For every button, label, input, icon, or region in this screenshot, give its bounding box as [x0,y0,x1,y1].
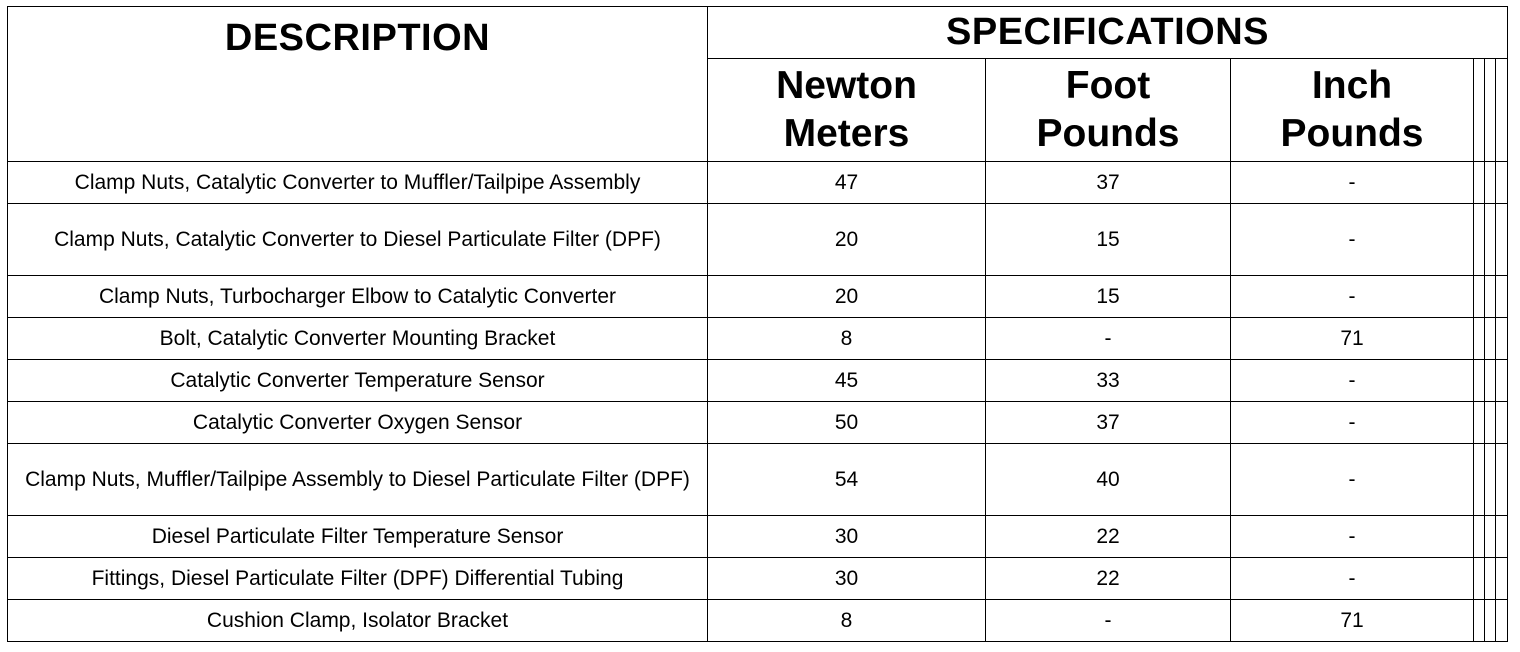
inch-pounds-value: - [1231,276,1474,318]
blank-column [1485,516,1496,558]
blank-column [1496,444,1508,516]
blank-column [1496,204,1508,276]
inch-pounds-value: - [1231,360,1474,402]
blank-column [1496,360,1508,402]
blank-column [1474,558,1485,600]
newton-meters-value: 45 [708,360,986,402]
table-row [8,162,1508,204]
foot-pounds-value: 22 [986,558,1231,600]
torque-spec-table [7,6,1508,642]
foot-pounds-value: 33 [986,360,1231,402]
newton-meters-value: 50 [708,402,986,444]
row-description: Fittings, Diesel Particulate Filter (DPF) Differential Tubing [8,558,708,600]
header-row-top [8,7,1508,59]
blank-column [1474,162,1485,204]
inch-pounds-header [1231,59,1474,162]
blank-column [1485,600,1496,642]
inch-pounds-value: 71 [1231,600,1474,642]
blank-column [1485,444,1496,516]
blank-column [1496,600,1508,642]
foot-pounds-value: 40 [986,444,1231,516]
inch-pounds-value: - [1231,516,1474,558]
blank-column [1496,402,1508,444]
blank-column [1474,516,1485,558]
table-row [8,204,1508,276]
foot-pounds-value: - [986,600,1231,642]
newton-meters-value: 8 [708,600,986,642]
newton-meters-value: 30 [708,558,986,600]
row-description: Clamp Nuts, Turbocharger Elbow to Catalytic Converter [8,276,708,318]
specifications-header: SPECIFICATIONS [708,7,1508,59]
blank-column [1485,162,1496,204]
blank-column [1474,600,1485,642]
unit-line: Newton [776,64,917,107]
unit-line: Inch [1311,64,1393,107]
blank-column [1496,59,1508,162]
foot-pounds-value: 15 [986,276,1231,318]
blank-column [1485,360,1496,402]
description-header: DESCRIPTION [8,7,708,162]
newton-meters-value: 30 [708,516,986,558]
inch-pounds-value: - [1231,402,1474,444]
blank-column [1496,558,1508,600]
newton-meters-value: 20 [708,204,986,276]
blank-column [1496,162,1508,204]
blank-column [1474,444,1485,516]
row-description: Bolt, Catalytic Converter Mounting Bracket [8,318,708,360]
foot-pounds-header [986,59,1231,162]
newton-meters-value: 8 [708,318,986,360]
inch-pounds-value: - [1231,558,1474,600]
blank-column [1474,360,1485,402]
foot-pounds-value: 15 [986,204,1231,276]
newton-meters-header [708,59,986,162]
row-description: Clamp Nuts, Muffler/Tailpipe Assembly to Diesel Particulate Filter (DPF) [8,444,708,516]
table-row [8,318,1508,360]
table-row [8,558,1508,600]
foot-pounds-value: 22 [986,516,1231,558]
blank-column [1485,402,1496,444]
row-description: Clamp Nuts, Catalytic Converter to Muffler/Tailpipe Assembly [8,162,708,204]
row-description: Diesel Particulate Filter Temperature Sensor [8,516,708,558]
newton-meters-value: 47 [708,162,986,204]
row-description: Cushion Clamp, Isolator Bracket [8,600,708,642]
blank-column [1485,558,1496,600]
blank-column [1485,59,1496,162]
table-row [8,444,1508,516]
row-description: Catalytic Converter Oxygen Sensor [8,402,708,444]
inch-pounds-value: - [1231,162,1474,204]
blank-column [1485,276,1496,318]
unit-line: Meters [783,112,910,155]
table-row [8,516,1508,558]
foot-pounds-value: - [986,318,1231,360]
inch-pounds-value: 71 [1231,318,1474,360]
blank-column [1496,276,1508,318]
inch-pounds-value: - [1231,444,1474,516]
unit-line: Pounds [1036,112,1180,155]
unit-line: Pounds [1280,112,1424,155]
blank-column [1485,318,1496,360]
table-row [8,402,1508,444]
table-row [8,276,1508,318]
foot-pounds-value: 37 [986,402,1231,444]
blank-column [1474,318,1485,360]
unit-line: Foot [1065,64,1151,107]
newton-meters-value: 20 [708,276,986,318]
blank-column [1485,204,1496,276]
table-row [8,600,1508,642]
row-description: Clamp Nuts, Catalytic Converter to Diesel Particulate Filter (DPF) [8,204,708,276]
table-row [8,360,1508,402]
blank-column [1474,276,1485,318]
blank-column [1496,516,1508,558]
inch-pounds-value: - [1231,204,1474,276]
row-description: Catalytic Converter Temperature Sensor [8,360,708,402]
newton-meters-value: 54 [708,444,986,516]
blank-column [1474,59,1485,162]
foot-pounds-value: 37 [986,162,1231,204]
blank-column [1474,402,1485,444]
blank-column [1474,204,1485,276]
blank-column [1496,318,1508,360]
